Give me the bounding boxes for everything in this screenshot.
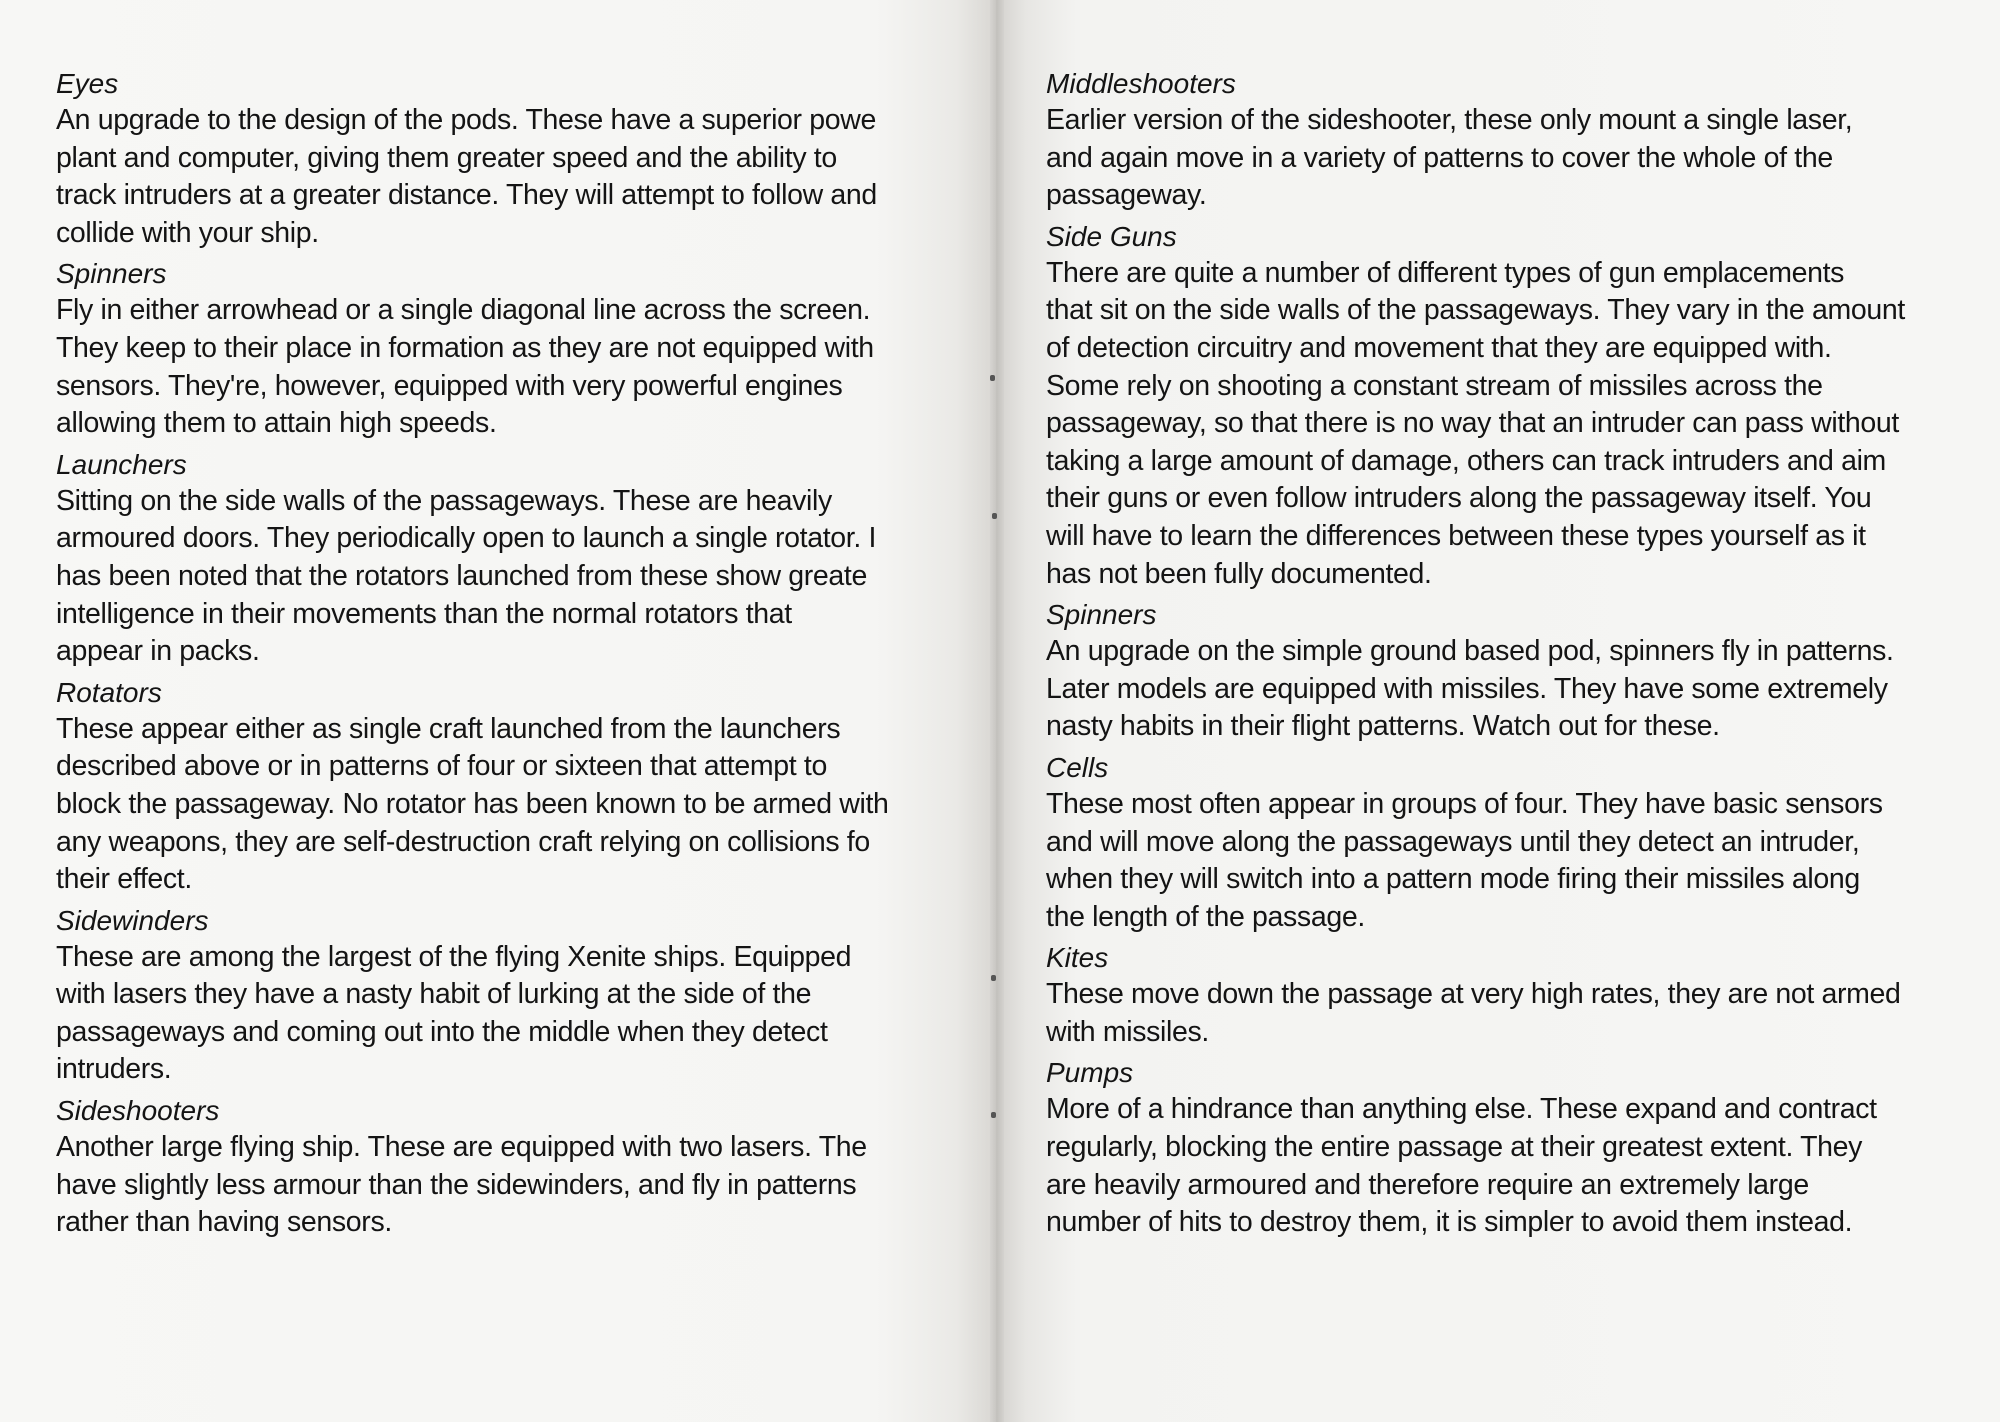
entry-text-line: block the passageway. No rotator has been known to be armed with [56,787,889,820]
entry-text-line: intelligence in their movements than the normal rotators that [56,597,792,630]
entry [1046,597,1996,746]
entry-heading: Sideshooters [56,1095,220,1127]
entry [1046,219,1996,593]
entry-text-line: Another large flying ship. These are equipped with two lasers. The [56,1131,867,1164]
entry [56,66,986,252]
entry-text-line: An upgrade to the design of the pods. These have a superior powe [56,104,876,136]
entry-text-line: intruders. [56,1053,172,1086]
entry-text-line: have slightly less armour than the sidewinders, and fly in patterns [56,1168,857,1201]
entry-text-line: Earlier version of the sideshooter, these only mount a single laser, [1046,104,1853,136]
entry-text-line: passageway, so that there is no way that an intruder can pass without [1046,407,1899,440]
left-column [56,66,986,1246]
entry-text-line: Sitting on the side walls of the passageways. These are heavily [56,484,832,517]
staple-mark [991,975,996,981]
entry-text-line: with lasers they have a nasty habit of lurking at the side of the [56,978,812,1011]
right-page [996,0,2000,1422]
entry-text-line: These are among the largest of the flying Xenite ships. Equipped [56,940,852,973]
entry-text-line: are heavily armoured and therefore require an extremely large [1046,1168,1809,1201]
entry-text-line: sensors. They're, however, equipped with very powerful engines [56,369,843,402]
entry-heading: Pumps [1046,1057,1134,1089]
entry-text-line: These most often appear in groups of four. They have basic sensors [1046,787,1883,820]
entry-text-line: the length of the passage. [1046,900,1365,933]
entry-text-line: has been noted that the rotators launched from these show greate [56,559,867,592]
entry-text-line: will have to learn the differences between these types yourself as it [1046,519,1866,552]
entry-text-line: Fly in either arrowhead or a single diagonal line across the screen. [56,294,871,327]
entry-text-line: passageway. [1046,179,1207,212]
entry [56,256,986,442]
entry-heading: Sidewinders [56,904,209,936]
staple-mark [990,375,995,381]
left-page [0,0,996,1422]
entry-text-line: An upgrade on the simple ground based pod, spinners fly in patterns. [1046,635,1894,668]
entry-text-line: plant and computer, giving them greater speed and the ability to [56,141,837,174]
entry [56,447,986,671]
entry-text-line: They keep to their place in formation as they are not equipped with [56,331,874,364]
entry-text-line: nasty habits in their flight patterns. Watch out for these. [1046,710,1720,743]
entry [1046,750,1996,936]
entry-text-line: collide with your ship. [56,216,319,249]
entry-text-line: track intruders at a greater distance. They will attempt to follow and [56,179,877,212]
staple-mark [991,1112,996,1118]
entry-text-line: number of hits to destroy them, it is simpler to avoid them instead. [1046,1206,1853,1239]
entry-text-line: of detection circuitry and movement that they are equipped with. [1046,331,1832,364]
entry-text-line: There are quite a number of different types of gun emplacements [1046,256,1845,289]
entry-text-line: has not been fully documented. [1046,557,1432,590]
right-column [1046,66,1996,1246]
entry [1046,66,1996,215]
entry-heading: Rotators [56,676,162,708]
entry-text-line: More of a hindrance than anything else. These expand and contract [1046,1093,1877,1126]
entry-text-line: and again move in a variety of patterns to cover the whole of the [1046,141,1833,174]
entry-text-line: their guns or even follow intruders along the passageway itself. You [1046,482,1872,515]
entry [56,675,986,899]
entry-heading: Kites [1046,942,1109,974]
entry-text-line: regularly, blocking the entire passage at their greatest extent. They [1046,1131,1863,1164]
entry-heading: Cells [1046,751,1109,783]
staple-mark [992,513,997,519]
book-gutter [990,0,1004,1422]
entry-text-line: and will move along the passageways until they detect an intruder, [1046,825,1860,858]
entry-text-line: allowing them to attain high speeds. [56,407,497,440]
entry-heading: Spinners [56,258,167,290]
entry-heading: Eyes [56,68,119,99]
entry [1046,940,1996,1051]
entry-text-line: described above or in patterns of four or sixteen that attempt to [56,750,827,783]
entry-heading: Side Guns [1046,220,1177,252]
entry [56,903,986,1089]
entry-text-line: These move down the passage at very high rates, they are not armed [1046,978,1901,1011]
entry-text-line: with missiles. [1046,1015,1209,1048]
entry-text-line: These appear either as single craft launched from the launchers [56,712,841,745]
entry-heading: Middleshooters [1046,68,1236,99]
entry-text-line: rather than having sensors. [56,1206,392,1239]
entry-text-line: appear in packs. [56,635,260,668]
entry-text-line: Some rely on shooting a constant stream of missiles across the [1046,369,1823,402]
entry-text-line: armoured doors. They periodically open to launch a single rotator. I [56,522,877,555]
entry-text-line: their effect. [56,863,192,896]
entry-text-line: that sit on the side walls of the passageways. They vary in the amount [1046,294,1905,327]
entry [1046,1055,1996,1241]
entry-text-line: passageways and coming out into the middle when they detect [56,1015,828,1048]
entry-heading: Launchers [56,448,187,480]
entry-text-line: Later models are equipped with missiles. They have some extremely [1046,672,1888,705]
entry-heading: Spinners [1046,599,1157,631]
entry [56,1093,986,1242]
entry-text-line: taking a large amount of damage, others can track intruders and aim [1046,444,1886,477]
entry-text-line: when they will switch into a pattern mode firing their missiles along [1046,863,1860,896]
entry-text-line: any weapons, they are self-destruction craft relying on collisions fo [56,825,870,858]
